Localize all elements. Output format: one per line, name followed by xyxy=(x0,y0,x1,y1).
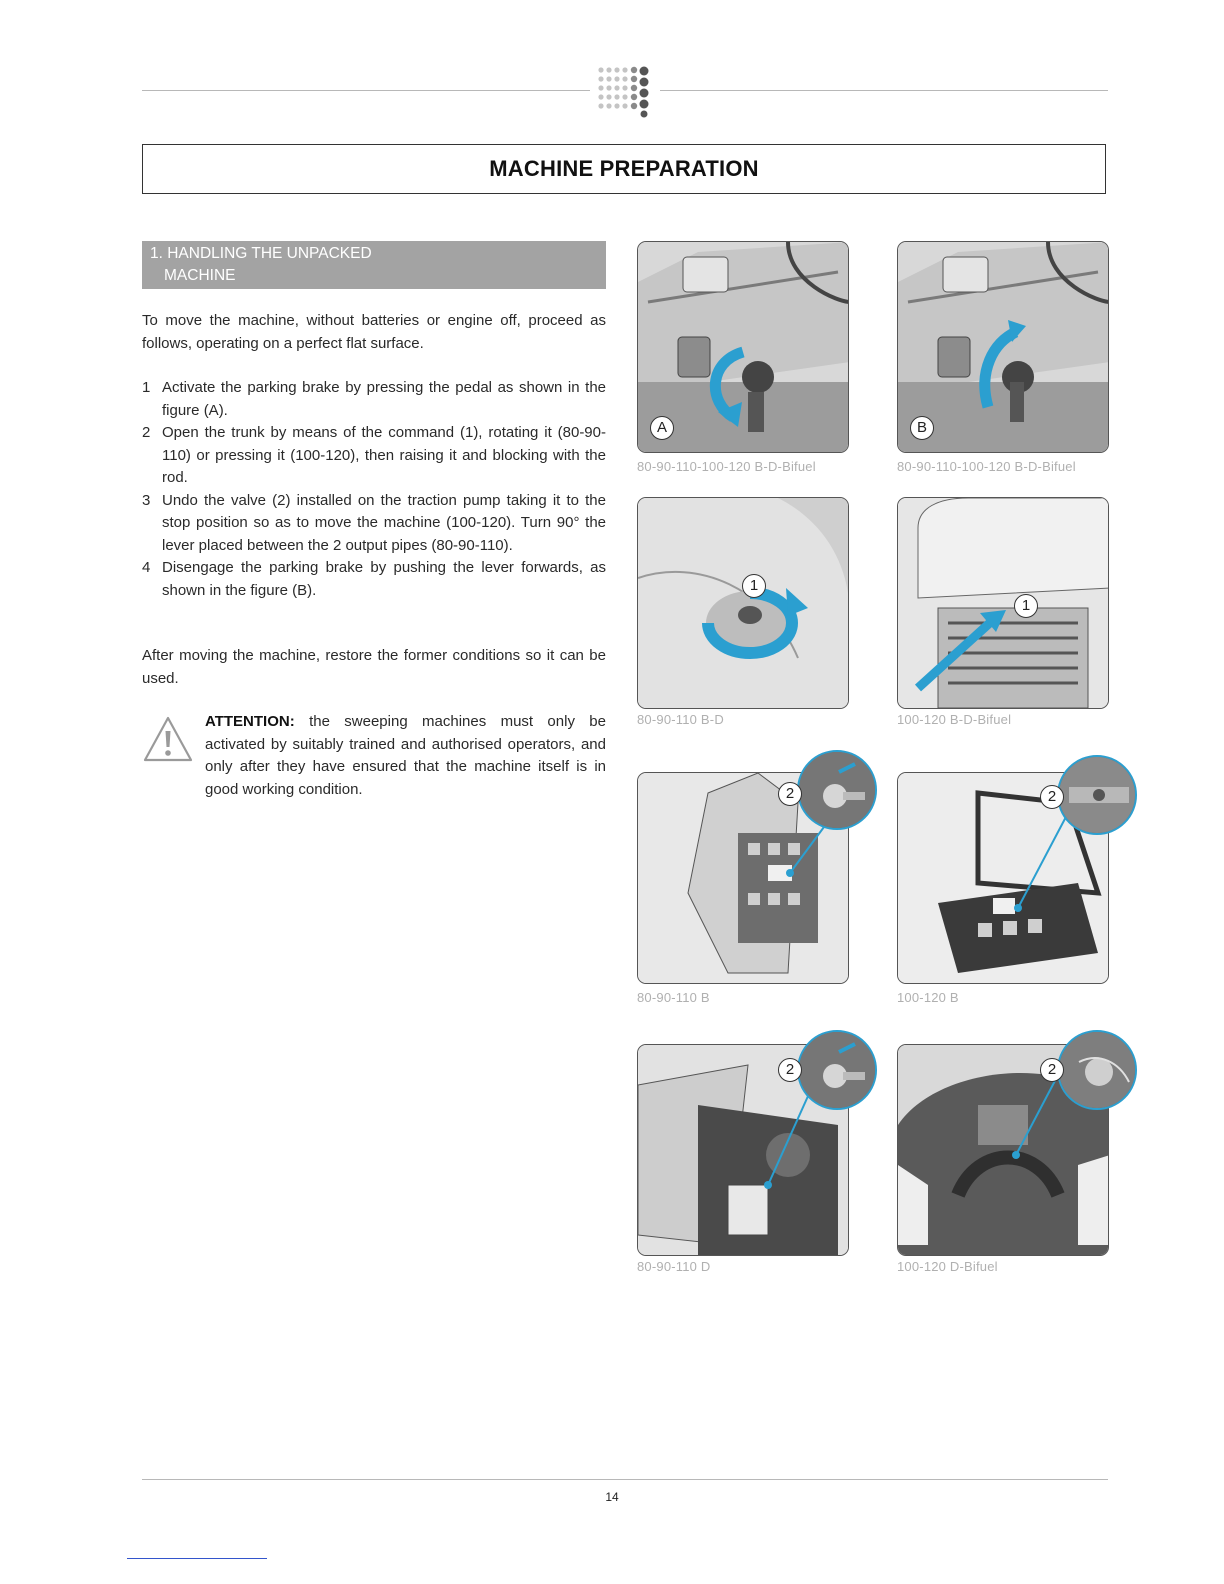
figure-badge: 2 xyxy=(1040,785,1064,809)
step-text: Disengage the parking brake by pushing the lever forwards, as shown in the figure (B). xyxy=(162,559,606,599)
push-command-illustration xyxy=(898,498,1109,709)
step-text: Undo the valve (2) installed on the traction pump taking it to the stop position so as to move the machine (100-120). Turn 90° the lever placed between the 2 output pipes (80-90-110). xyxy=(162,491,606,554)
step-number: 1 xyxy=(142,379,151,396)
brand-logo xyxy=(596,64,654,118)
figure-caption: 80-90-110-100-120 B-D-Bifuel xyxy=(637,459,816,474)
figure-badge: 2 xyxy=(1040,1058,1064,1082)
figure-badge: B xyxy=(910,416,934,440)
list-item xyxy=(142,490,606,558)
step-number: 4 xyxy=(142,559,151,576)
figure-badge: A xyxy=(650,416,674,440)
list-item xyxy=(142,377,606,422)
valve-detail-icon xyxy=(1059,757,1137,835)
after-paragraph: After moving the machine, restore the former conditions so it can be used. xyxy=(142,647,606,687)
section-heading-line1: 1. HANDLING THE UNPACKED xyxy=(150,245,372,262)
attention-body: the sweeping machines must only be activated by suitably trained and authorised operators, and only after they have ensured that the machine itself is in good working condition. xyxy=(205,713,606,798)
valve-detail-icon xyxy=(1059,1032,1137,1110)
step-number: 3 xyxy=(142,491,151,509)
figure-caption: 100-120 D-Bifuel xyxy=(897,1259,998,1274)
attention-text xyxy=(205,711,606,801)
figure-trunk-command-press xyxy=(897,497,1109,709)
steps-list xyxy=(142,377,606,602)
figure-caption: 100-120 B xyxy=(897,990,959,1005)
footer-rule xyxy=(142,1479,1108,1480)
valve-magnifier xyxy=(797,750,877,830)
header-rule-right xyxy=(660,90,1108,91)
figure-caption: 100-120 B-D-Bifuel xyxy=(897,712,1012,727)
valve-detail-icon xyxy=(799,1032,877,1110)
figure-badge: 2 xyxy=(778,1058,802,1082)
figure-badge: 1 xyxy=(1014,594,1038,618)
figure-badge: 2 xyxy=(778,782,802,806)
page-title: MACHINE PREPARATION xyxy=(142,144,1106,194)
footer-link-underline xyxy=(127,1558,267,1559)
section-heading-line2: MACHINE xyxy=(164,267,236,284)
figure-caption: 80-90-110-100-120 B-D-Bifuel xyxy=(897,459,1076,474)
figure-caption: 80-90-110 D xyxy=(637,1259,711,1274)
attention-notice xyxy=(142,711,606,811)
valve-detail-icon xyxy=(799,752,877,830)
valve-magnifier xyxy=(1057,1030,1137,1110)
step-text: Open the trunk by means of the command (1), rotating it (80-90-110) or pressing it (100-120), then raising it and blocking with the rod. xyxy=(162,424,606,486)
step-text: Activate the parking brake by pressing the pedal as shown in the figure (A). xyxy=(162,379,606,419)
section-heading xyxy=(142,241,606,289)
figure-parking-brake-a xyxy=(637,241,849,453)
figure-caption: 80-90-110 B-D xyxy=(637,712,724,727)
figure-parking-brake-b xyxy=(897,241,1109,453)
page-number: 14 xyxy=(605,1490,619,1504)
valve-magnifier xyxy=(797,1030,877,1110)
warning-icon xyxy=(142,715,194,763)
list-item xyxy=(142,422,606,490)
rotary-command-illustration xyxy=(638,498,849,709)
valve-magnifier xyxy=(1057,755,1137,835)
step-number: 2 xyxy=(142,424,151,441)
header-rule-left xyxy=(142,90,590,91)
figure-badge: 1 xyxy=(742,574,766,598)
list-item xyxy=(142,557,606,602)
attention-label: ATTENTION: xyxy=(205,713,295,730)
figure-trunk-command-rotate xyxy=(637,497,849,709)
intro-paragraph: To move the machine, without batteries or engine off, proceed as follows, operating on a perfect flat surface. xyxy=(142,312,606,352)
figure-caption: 80-90-110 B xyxy=(637,990,710,1005)
